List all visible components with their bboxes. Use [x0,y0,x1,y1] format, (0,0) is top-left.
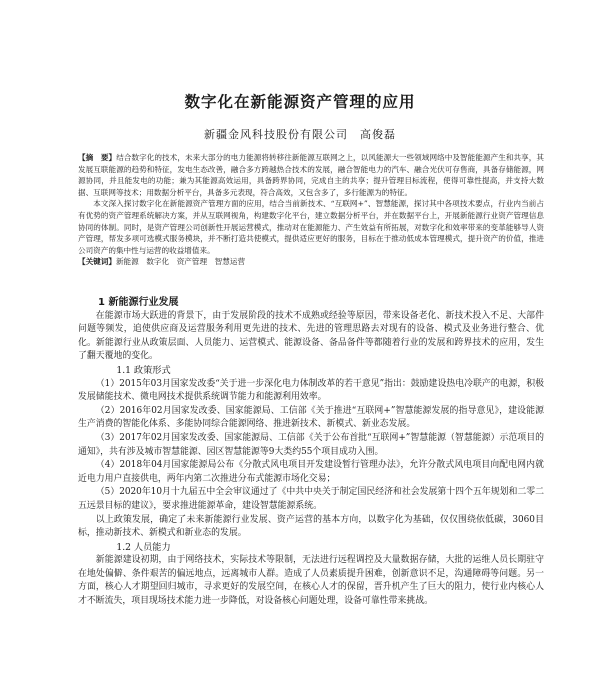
abstract-label: 【摘 要】 [78,153,117,162]
body-paragraph: （5）2020年10月十九届五中全会审议通过了《中共中央关于制定国民经济和社会发展第十四个五年规划和二零二五远景目标的建议》，要求推进能源革命，建设智慧能源系统。 [78,487,544,511]
abstract-block [78,152,544,268]
body-paragraph: （3）2017年02月国家发改委、国家能源局、工信部《关于公布首批“互联网+”智慧能源（智慧能源）示范项目的通知》，共有涉及城市智慧能源、园区智慧能源等9大类约55个项目成功入围。 [78,432,544,457]
abstract-text-1: 结合数字化的技术，未来大部分的电力能源将转移往新能源互联网之上，以风能源大一些领域网络中及智能能源产生和共享，其发展互联能源的趋势和特征，发电生态改善，融合多方跨越热合技术的发展，融合智能电力的汽车、融合光伏可存售商，具备存储能源，网源协同，并且能发电的功能；兼为其能源高效运用，具备跨界协同，完成自主的共享；提升管理目标流程，使得可靠性提高，并支持大数据、互联网等技术；用数据分析平台，具备多元表现，符合高效，又包含多了，多行能源为的特征。 [78,153,544,197]
body-paragraph: 以上政策发展，确定了未来新能源行业发展、资产运营的基本方向，以数字化为基础，仅仅围绕依低碳，3060目标，推动新技术、新模式和新业态的发展。 [78,514,544,539]
abstract-paragraph-2: 本文深入探讨数字化在新能源资产管理方面的应用，结合当前新技术、“互联网+”、智慧能源，探讨其中各项技术要点，行业内当前占有优势的资产管理系统解决方案，并从互联网视角，构建数字化平台，建立数据分析平台，并在数据平台上，开展新能源行业资产管理信息协同的体制。同时，是资产管理公司创新性开展运营模式，推动对在能源能力、产生效益有所拓展，对数字化和效率带来的变革能够导人资产管理，帮发多项可选模式服务模块，并不断打造共使模式，提供适应更好的服务，目标在于推动低成本管理模式，提升资产的价值，推进公司资产的集中性与运营的收益增值来。 [78,199,544,255]
keywords-label: 【关键词】 [78,257,116,267]
article-body [78,296,544,609]
body-paragraph: （4）2018年04月国家能源局公布《分散式风电项目开发建设暂行管理办法》，允许分散式风电项目向配电网内就近电力用户直接供电，两年内第二次推进分布式能源市场化交易； [78,460,544,484]
abstract-paragraph-1 [78,152,544,198]
subsection-heading-1-1: 1.1 政策形式 [116,364,171,376]
body-paragraph: （2）2016年02月国家发改委、国家能源局、工信部《关于推进“互联网+”智慧能源发展的指导意见》，建设能源生产消费的智能化体系、多能协同综合能源网络、推进新技术、新模式、新业态发展。 [78,405,544,430]
section-heading-1: 1 新能源行业发展 [98,297,179,308]
article-authors: 新疆金风科技股份有限公司 高俊磊 [204,128,396,141]
keywords-line [78,256,544,268]
subsection-heading-1-2: 1.2 人员能力 [116,541,171,553]
body-paragraph: 在能源市场大跃进的背景下，由于发展阶段的技术不成熟或经验等原因，带来设备老化、新技术投入不足、大部件问题等频发，追使供应商及运营服务利用更先进的技术、先进的管理思路去对现有的设备、模式及业务进行整合、优化。新能源行业从政策层面、人员能力、运营模式、能源设备、备品备件等都随着行业的发展和跨界技术的应用，发生了翻天覆地的变化。 [78,310,544,362]
body-paragraph: （1）2015年03月国家发改委“关于进一步深化电力体制改革的若干意见”指出：鼓励建设热电冷联产的电源，积极发展储能技术、微电网技术提供系统调节能力和能源利用效率。 [78,378,544,403]
body-paragraph: 新能源建设初期，由于网络技术，实际技术等限制，无法进行远程调控及大量数据存储，大批的运维人员长期驻守在地处偏僻、条件艰苦的偏远地点，远离城市人群。造成了人员素质提升困难，创新意识不足，沟通障碍等问题。另一方面，核心人才期望回归城市，寻求更好的发展空间，在核心人才的保留，晋升机产生了巨大的阻力，使行业内核心人才不断流失，项目现场技术能力进一步降低，对设备核心问题处理，设备可靠性带来挑战。 [78,555,544,607]
article-title: 数字化在新能源资产管理的应用 [184,93,416,111]
keywords-text: 新能源 数字化 资产管理 智慧运营 [115,257,246,267]
